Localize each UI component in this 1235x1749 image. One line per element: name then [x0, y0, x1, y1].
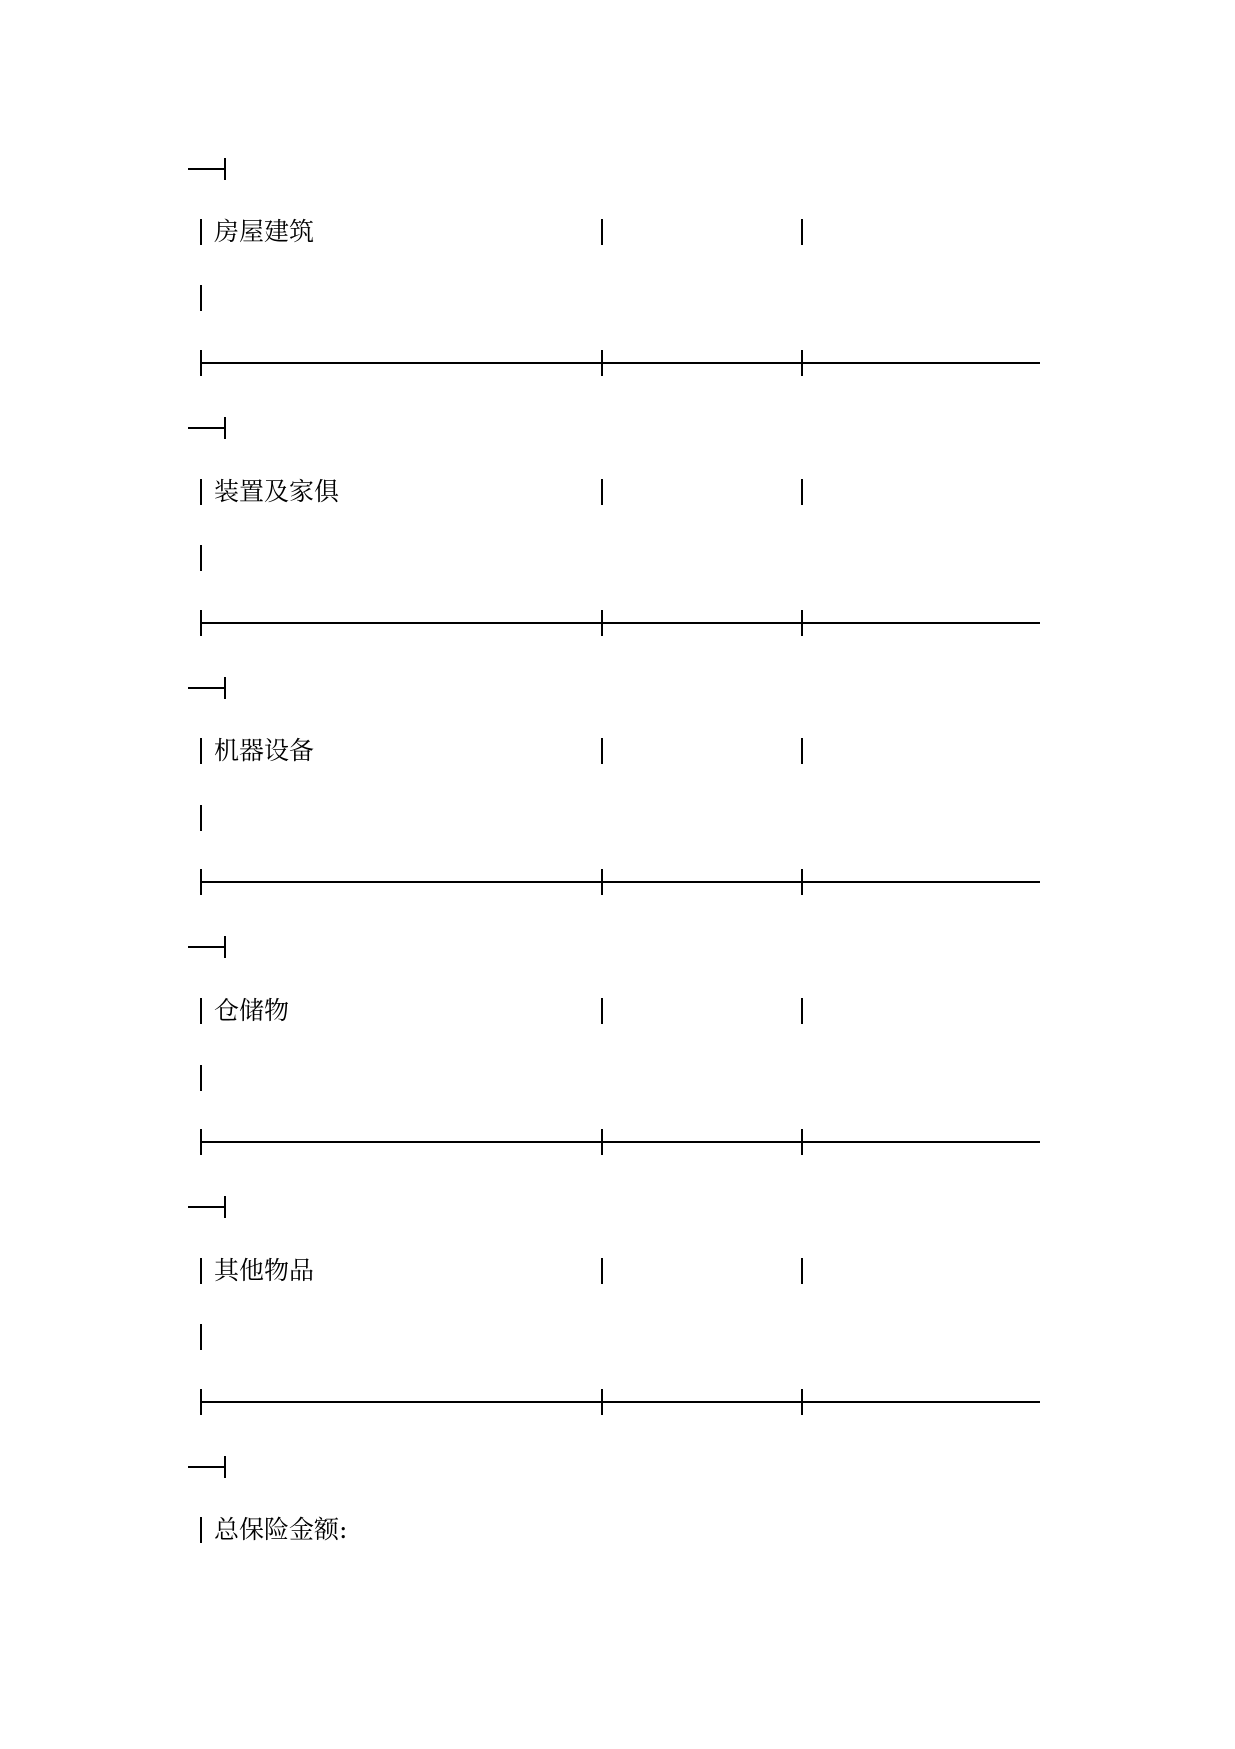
table-corner-mark — [188, 677, 226, 699]
row-label: 仓储物 — [214, 996, 290, 1025]
row-separator — [200, 1129, 1040, 1155]
total-insured-amount-label: 总保险金额: — [214, 1515, 348, 1544]
column-border — [801, 479, 803, 505]
table-row — [0, 474, 1235, 510]
table-corner-mark — [188, 158, 226, 180]
column-border — [200, 1517, 202, 1543]
table-corner-mark — [188, 417, 226, 439]
column-border — [801, 1258, 803, 1284]
row-separator — [200, 610, 1040, 636]
row-label: 房屋建筑 — [214, 217, 315, 246]
column-border — [200, 1258, 202, 1284]
column-border — [200, 479, 202, 505]
total-row — [0, 1512, 1235, 1548]
column-border — [601, 1258, 603, 1284]
row-separator — [200, 869, 1040, 895]
column-border — [601, 219, 603, 245]
row-label: 其他物品 — [214, 1256, 315, 1285]
column-border — [601, 738, 603, 764]
column-border — [200, 219, 202, 245]
table-corner-mark — [188, 1456, 226, 1478]
row-label: 装置及家俱 — [214, 477, 340, 506]
table-corner-mark — [188, 936, 226, 958]
table-row — [0, 1253, 1235, 1289]
row-border-mark — [200, 805, 202, 831]
column-border — [601, 998, 603, 1024]
row-border-mark — [200, 285, 202, 311]
column-border — [200, 998, 202, 1024]
row-separator — [200, 1389, 1040, 1415]
table-row — [0, 214, 1235, 250]
row-border-mark — [200, 1065, 202, 1091]
table-row — [0, 993, 1235, 1029]
column-border — [801, 219, 803, 245]
row-border-mark — [200, 1324, 202, 1350]
table-row — [0, 733, 1235, 769]
table-corner-mark — [188, 1196, 226, 1218]
row-label: 机器设备 — [214, 736, 315, 765]
column-border — [200, 738, 202, 764]
column-border — [801, 998, 803, 1024]
column-border — [801, 738, 803, 764]
row-separator — [200, 350, 1040, 376]
column-border — [601, 479, 603, 505]
row-border-mark — [200, 545, 202, 571]
